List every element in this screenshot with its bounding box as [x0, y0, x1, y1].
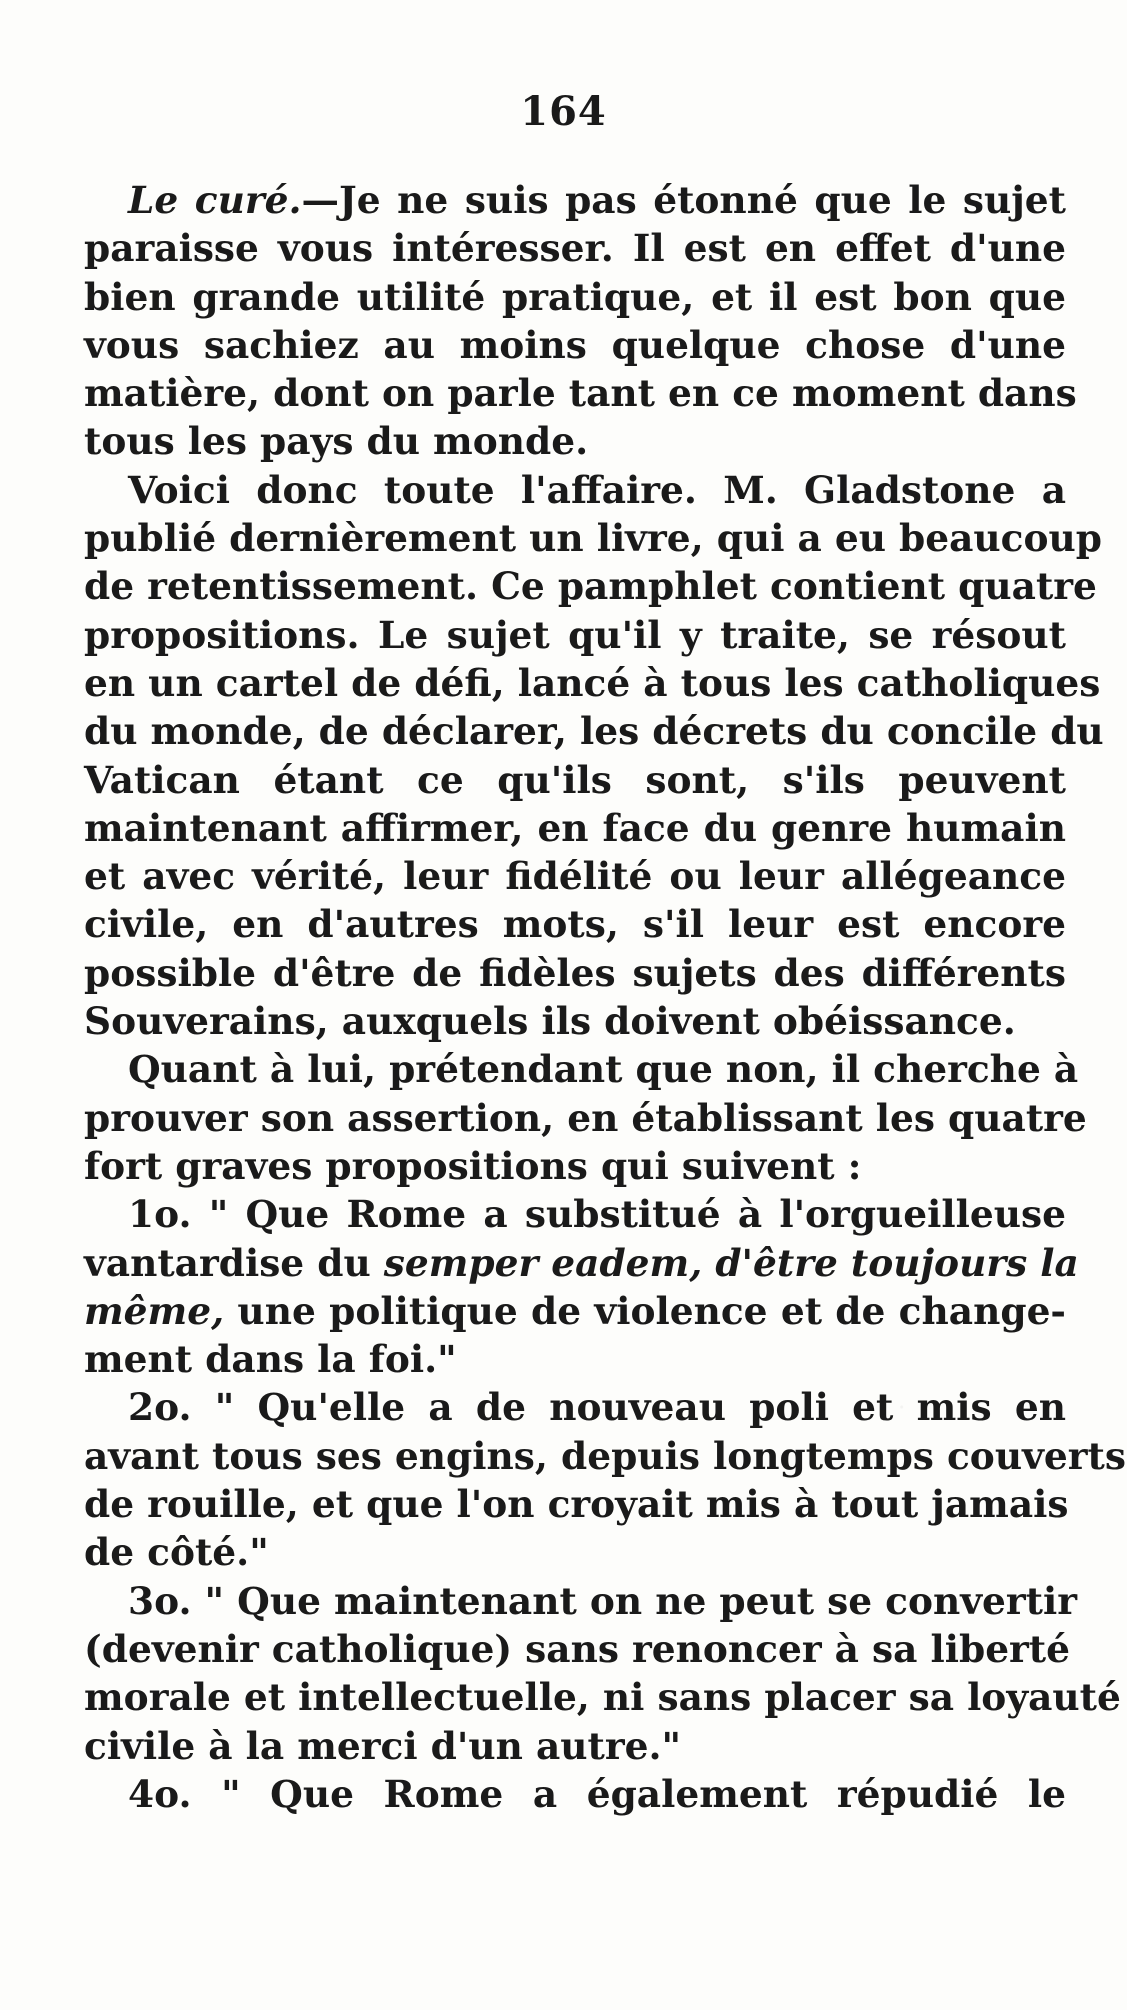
text-span: de côté." — [84, 1530, 269, 1575]
body-text — [84, 176, 1126, 1818]
text-line — [84, 997, 1066, 1045]
page-number: 164 — [520, 88, 607, 135]
text-span: maintenant affirmer, en face du genre humain — [84, 805, 1066, 850]
text-line — [84, 900, 1066, 948]
text-line — [84, 369, 1077, 417]
text-line — [84, 1045, 1079, 1093]
text-line — [84, 466, 1066, 514]
text-span: 1o. " Que Rome a substitué à l'orgueilleuse — [128, 1192, 1066, 1237]
text-span: paraisse vous intéresser. Il est en effet d'une — [84, 226, 1066, 271]
text-span: fort graves propositions qui suivent : — [84, 1143, 862, 1188]
italic-text: semper eadem, d'être toujours la — [383, 1240, 1079, 1285]
text-span: de rouille, et que l'on croyait mis à tout jamais — [84, 1482, 1069, 1527]
text-span: Quant à lui, prétendant que non, il cherche à — [128, 1047, 1079, 1092]
text-line — [84, 562, 1097, 610]
text-line — [84, 1142, 1066, 1190]
text-span: propositions. Le sujet qu'il y traite, se résout — [84, 612, 1066, 657]
text-line — [84, 417, 1066, 465]
text-line — [84, 1287, 1066, 1335]
text-span: vous sachiez au moins quelque chose d'une — [84, 322, 1066, 367]
text-line — [84, 1432, 1126, 1480]
text-line — [84, 1770, 1066, 1818]
text-line — [84, 1094, 1087, 1142]
text-span: Vatican étant ce qu'ils sont, s'ils peuvent — [84, 757, 1066, 802]
text-line — [84, 611, 1066, 659]
text-span: bien grande utilité pratique, et il est bon que — [84, 274, 1066, 319]
text-line — [84, 273, 1066, 321]
text-line — [84, 804, 1066, 852]
text-line — [84, 756, 1066, 804]
text-span: (devenir catholique) sans renoncer à sa liberté — [84, 1626, 1070, 1671]
text-line — [84, 1673, 1121, 1721]
text-span: de retentissement. Ce pamphlet contient quatre — [84, 564, 1097, 609]
text-span: prouver son assertion, en établissant les quatre — [84, 1095, 1087, 1140]
text-line — [84, 176, 1066, 224]
text-line — [84, 852, 1066, 900]
text-span: vantardise du — [84, 1240, 384, 1285]
text-span: avant tous ses engins, depuis longtemps couverts — [84, 1433, 1126, 1478]
text-line — [84, 321, 1066, 369]
text-line — [84, 514, 1102, 562]
text-span: matière, dont on parle tant en ce moment dans — [84, 371, 1077, 416]
text-span: Voici donc toute l'affaire. M. Gladstone a — [128, 467, 1066, 512]
text-span: 3o. " Que maintenant on ne peut se convertir — [128, 1578, 1077, 1623]
text-span: civile à la merci d'un autre." — [84, 1723, 682, 1768]
text-line — [84, 1480, 1069, 1528]
text-line — [84, 1335, 1066, 1383]
text-line — [84, 1239, 1079, 1287]
text-line — [84, 707, 1104, 755]
italic-text: Le curé. — [128, 178, 302, 222]
text-line — [84, 1722, 1066, 1770]
text-line — [84, 1577, 1077, 1625]
text-span: civile, en d'autres mots, s'il leur est encore — [84, 902, 1066, 947]
text-span: morale et intellectuelle, ni sans placer sa loyauté — [84, 1675, 1121, 1720]
text-span: en un cartel de défi, lancé à tous les catholiques — [84, 660, 1101, 705]
text-line — [84, 659, 1101, 707]
text-span: du monde, de déclarer, les décrets du concile du — [84, 709, 1104, 754]
text-span: tous les pays du monde. — [84, 419, 589, 464]
text-line — [84, 224, 1066, 272]
italic-text: même, — [84, 1288, 225, 1333]
text-span: publié dernièrement un livre, qui a eu beaucoup — [84, 516, 1102, 561]
text-line — [84, 1528, 1066, 1576]
text-line — [84, 1625, 1070, 1673]
text-span: —Je ne suis pas étonné que le sujet — [301, 178, 1066, 222]
text-line — [84, 949, 1066, 997]
text-line — [84, 1383, 1066, 1431]
text-span: 2o. " Qu'elle a de nouveau poli et mis en — [128, 1385, 1066, 1430]
text-span: possible d'être de fidèles sujets des différents — [84, 950, 1066, 995]
text-span: 4o. " Que Rome a également répudié le — [128, 1771, 1066, 1816]
text-span: ment dans la foi." — [84, 1337, 457, 1382]
text-span: et avec vérité, leur fidélité ou leur allégeance — [84, 854, 1066, 899]
text-span: Souverains, auxquels ils doivent obéissance. — [84, 999, 1016, 1044]
text-line — [84, 1190, 1066, 1238]
text-span: une politique de violence et de change- — [224, 1288, 1066, 1333]
